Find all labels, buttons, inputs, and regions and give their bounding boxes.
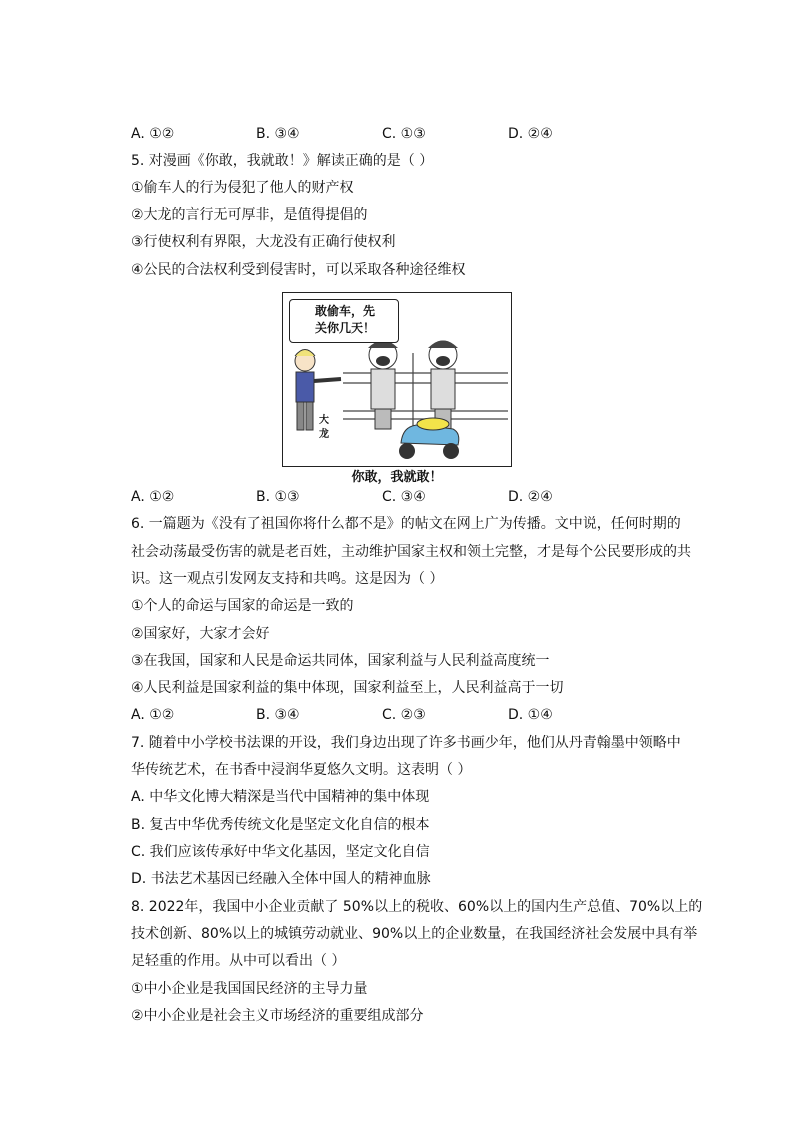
q5-item-1: ①偷车人的行为侵犯了他人的财产权 [131, 180, 354, 196]
q6-item-4: ④人民利益是国家利益的集中体现，国家利益至上，人民利益高于一切 [131, 680, 564, 696]
comic-illustration [282, 292, 512, 467]
q6-option-a: A. ①② [131, 707, 175, 723]
q6-stem-line-2: 社会动荡最受伤害的就是老百姓，主动维护国家主权和领土完整，才是每个公民要形成的共 [131, 544, 691, 560]
q5-stem: 5. 对漫画《你敢，我就敢！》解读正确的是（ ） [131, 153, 434, 169]
q8-stem-line-1: 8. 2022年，我国中小企业贡献了 50%以上的税收、60%以上的国内生产总值、70%以上的 [131, 899, 703, 915]
q5-item-3: ③行使权利有界限，大龙没有正确行使权利 [131, 234, 396, 250]
q5-item-2: ②大龙的言行无可厚非，是值得提倡的 [131, 207, 368, 223]
q5-item-4: ④公民的合法权利受到侵害时，可以采取各种途径维权 [131, 262, 466, 278]
q7-stem-line-1: 7. 随着中小学校书法课的开设，我们身边出现了许多书画少年，他们从丹青翰墨中领略中 [131, 735, 681, 751]
q5-option-d: D. ②④ [508, 489, 553, 505]
q6-option-b: B. ③④ [256, 707, 300, 723]
q8-item-2: ②中小企业是社会主义市场经济的重要组成部分 [131, 1008, 424, 1024]
q6-item-1: ①个人的命运与国家的命运是一致的 [131, 598, 354, 614]
q6-item-3: ③在我国，国家和人民是命运共同体，国家利益与人民利益高度统一 [131, 653, 550, 669]
q8-stem-line-3: 足轻重的作用。从中可以看出（ ） [131, 953, 346, 969]
crying-thief-right [428, 341, 458, 430]
q5-option-b: B. ①③ [256, 489, 300, 505]
q6-option-d: D. ①④ [508, 707, 553, 723]
comic-caption: 你敢，我就敢！ [351, 470, 443, 485]
q7-stem-line-2: 华传统艺术，在书香中浸润华夏悠久文明。这表明（ ） [131, 762, 472, 778]
q4-option-a: A. ①② [131, 126, 175, 142]
q7-option-d: D. 书法艺术基因已经融入全体中国人的精神血脉 [131, 871, 431, 887]
q4-option-d: D. ②④ [508, 126, 553, 142]
q7-option-a: A. 中华文化博大精深是当代中国精神的集中体现 [131, 789, 430, 805]
q8-stem-line-2: 技术创新、80%以上的城镇劳动就业、90%以上的企业数量，在我国经济社会发展中具有举 [131, 926, 698, 942]
character-name-label: 大 龙 [319, 415, 329, 440]
q8-item-1: ①中小企业是我国国民经济的主导力量 [131, 981, 368, 997]
speech-bubble [289, 299, 399, 343]
crying-thief-left [368, 341, 398, 430]
q6-option-c: C. ②③ [382, 707, 426, 723]
q7-option-b: B. 复古中华优秀传统文化是坚定文化自信的根本 [131, 817, 430, 833]
q5-option-a: A. ①② [131, 489, 175, 505]
q7-option-c: C. 我们应该传承好中华文化基因，坚定文化自信 [131, 844, 430, 860]
q4-option-b: B. ③④ [256, 126, 300, 142]
q6-stem-line-3: 识。这一观点引发网友支持和共鸣。这是因为（ ） [131, 571, 444, 587]
q6-stem-line-1: 6. 一篇题为《没有了祖国你将什么都不是》的帖文在网上广为传播。文中说，任何时期的 [131, 516, 681, 532]
q5-option-c: C. ③④ [382, 489, 426, 505]
q4-option-c: C. ①③ [382, 126, 426, 142]
q6-item-2: ②国家好，大家才会好 [131, 626, 270, 642]
speech-bubble-text: 敢偷车，先 关你几天！ [314, 304, 375, 335]
